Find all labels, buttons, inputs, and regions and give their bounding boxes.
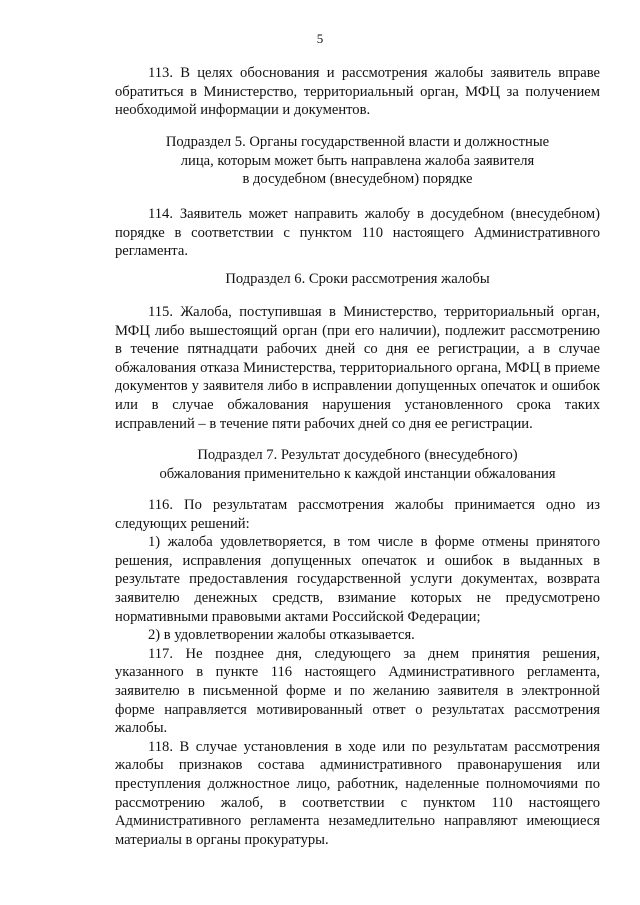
subsection-7-heading: [115, 446, 600, 483]
subsection-5-heading: [115, 133, 600, 189]
subsection-5-line-1: Подраздел 5. Органы государственной власти и должностные: [165, 134, 550, 150]
subsection-6-line-1: Подраздел 6. Сроки рассмотрения жалобы: [225, 271, 490, 287]
paragraph-115-block: [115, 303, 600, 433]
subsection-7-line-2: обжалования применительно к каждой инстанции обжалования: [159, 465, 556, 482]
paragraph-118: 118. В случае установления в ходе или по результатам рассмотрения жалобы признаков состава административного правонарушения или преступления должностное лицо, работник, наделенные полномочиями по рассмотрению жалоб, в соответствии с пунктом 110 настоящего Административного регламента незамедлительно направляют имеющиеся материалы в органы прокуратуры.: [115, 738, 600, 848]
paragraph-114-block: [115, 205, 600, 261]
paragraph-116: 116. По результатам рассмотрения жалобы принимается одно из следующих решений:: [115, 497, 600, 532]
paragraph-117: 117. Не позднее дня, следующего за днем принятия решения, указанного в пункте 116 настоящего Административного регламента, заявителю в письменной форме и по желанию заявителя в электронной форме направляется мотивированный ответ о результатах рассмотрения жалобы.: [115, 645, 600, 737]
paragraph-114: 114. Заявитель может направить жалобу в досудебном (внесудебном) порядке в соответствии с пунктом 110 настоящего Административного регламента.: [115, 206, 600, 260]
paragraph-116-item-1: 1) жалоба удовлетворяется, в том числе в форме отмены принятого решения, исправления допущенных опечаток и ошибок в выданных в результате предоставления государственной услуги документах, возврата заявителю денежных средств, взимание которых не предусмотрено нормативными правовыми актами Российской Федерации;: [115, 534, 600, 625]
subsection-5-line-3: в досудебном (внесудебном) порядке: [242, 171, 473, 188]
paragraph-113-block: [115, 64, 600, 120]
subsection-6-heading: [115, 270, 600, 289]
subsection-7-line-1: Подраздел 7. Результат досудебного (внесудебного): [197, 447, 518, 463]
paragraph-115: 115. Жалоба, поступившая в Министерство, территориальный орган, МФЦ либо вышестоящий орган (при его наличии), подлежит рассмотрению в течение пятнадцати рабочих дней со дня ее регистрации, а в случае обжалования отказа Министерства, территориального органа, МФЦ в приеме документов у заявителя либо в исправлении допущенных опечаток и ошибок или в случае обжалования нарушения установленного срока таких исправлений – в течение пяти рабочих дней со дня ее регистрации.: [115, 304, 600, 432]
paragraph-116-item-2: 2) в удовлетворении жалобы отказывается.: [148, 627, 415, 644]
page-number: 5: [316, 31, 324, 46]
subsection-5-line-2: лица, которым может быть направлена жалоба заявителя: [180, 152, 535, 169]
paragraphs-116-118-block: [115, 496, 600, 849]
paragraph-113: 113. В целях обоснования и рассмотрения жалобы заявитель вправе обратиться в Министерство, территориальный орган, МФЦ за получением необходимой информации и документов.: [115, 65, 600, 119]
